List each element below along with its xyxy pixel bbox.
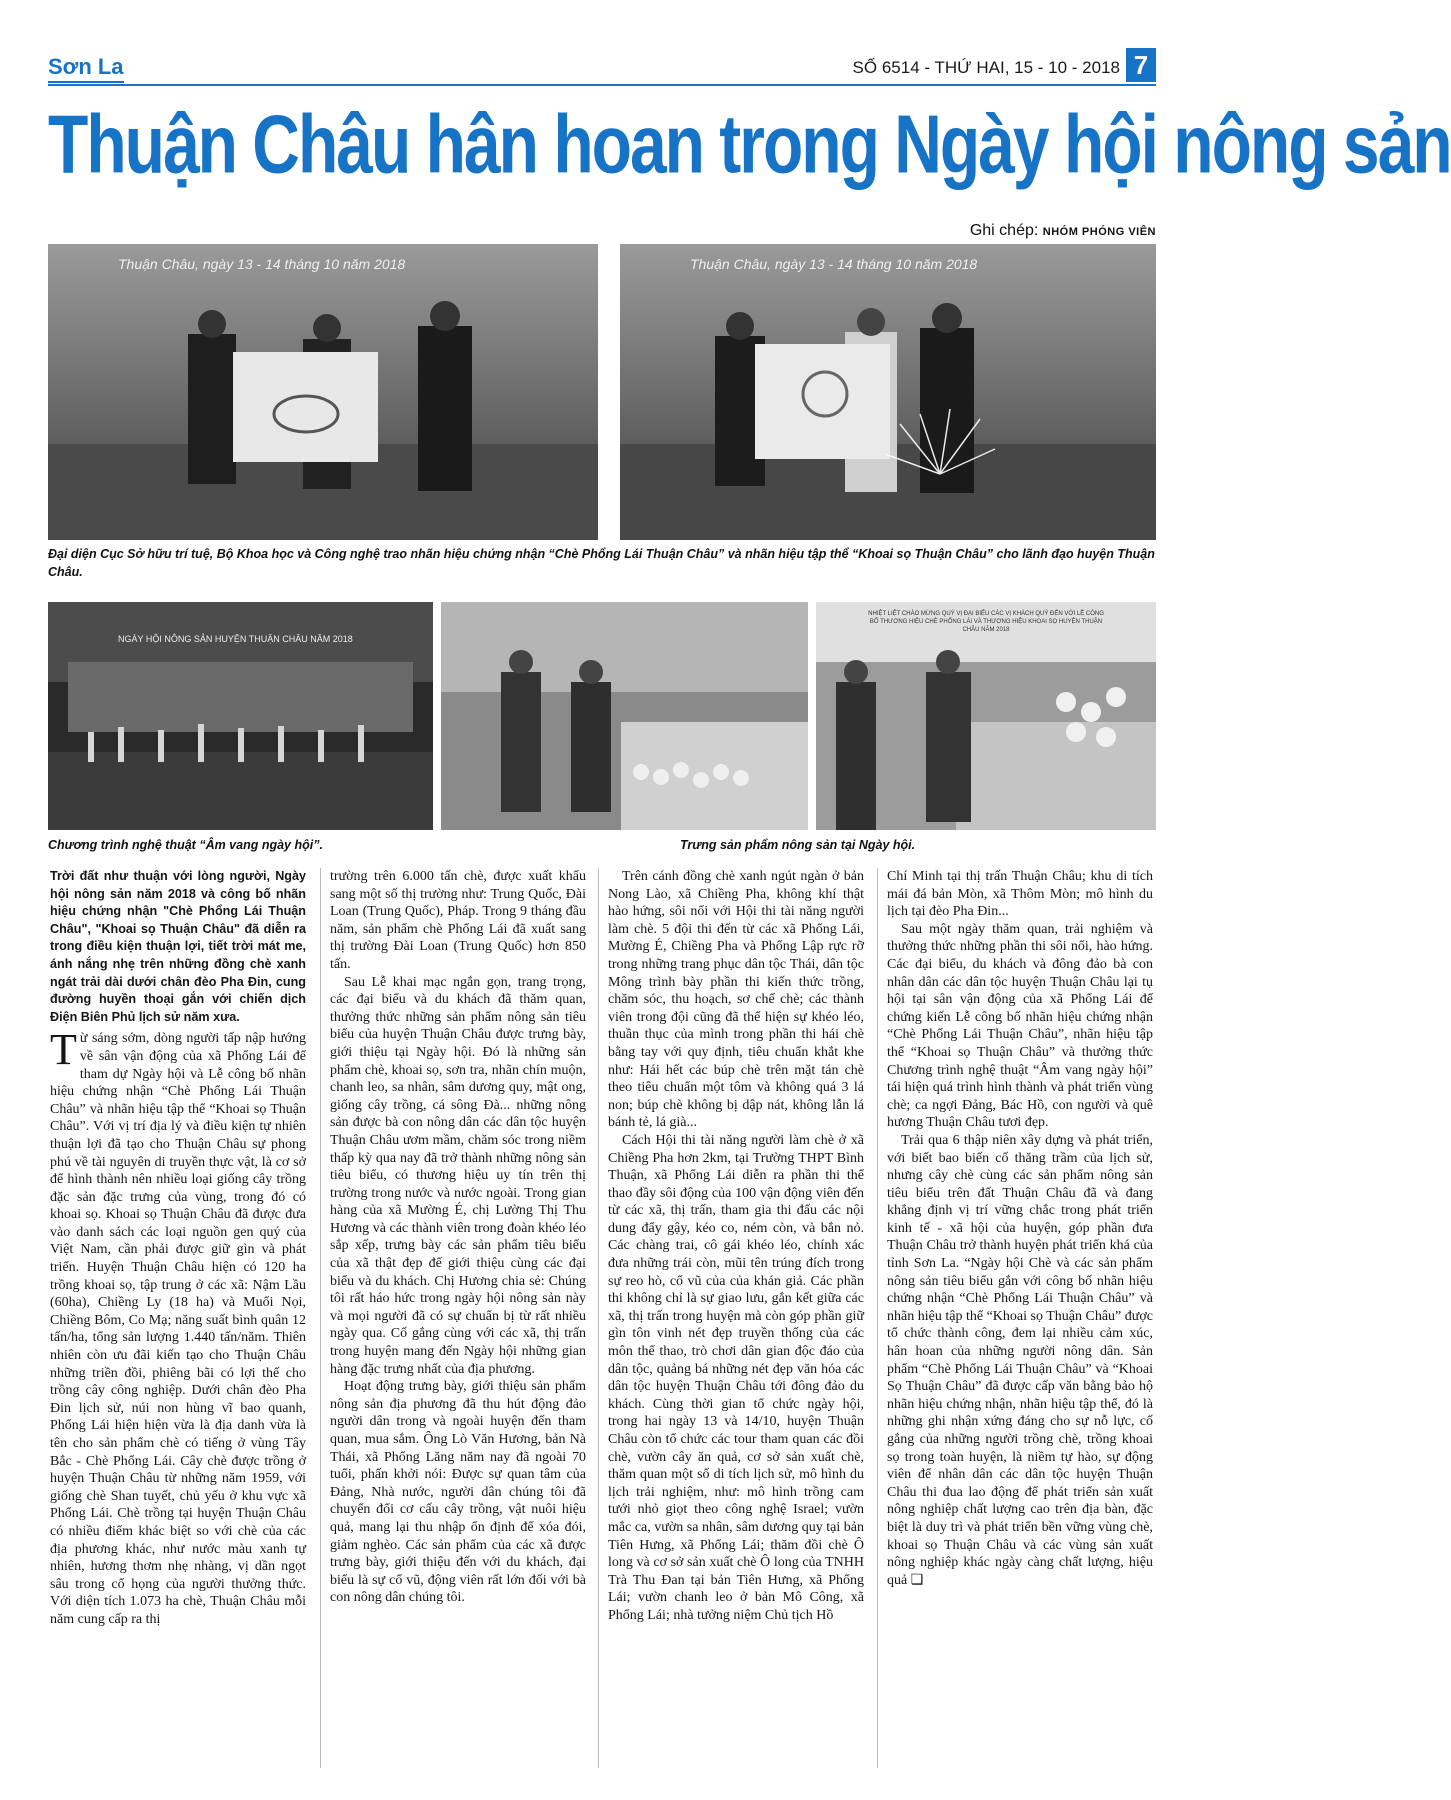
article-paragraph: Hoạt động trưng bày, giới thiệu sản phẩm nông sản địa phương đã thu hút động đảo người dân trong và ngoài huyện đến tham quan, mua sắm. Ông Lò Văn Hương, bản Nà Thái, xã Phổng Lăng năm nay đã ngoài 70 tuổi, phấn khởi nói: Được sự quan tâm của Đảng, Nhà nước, người dân chúng tôi đã chuyển đổi cơ cấu cây trồng, vật nuôi hiệu quả, mang lại thu nhập ổn định để xóa đói, giảm nghèo. Các sản phẩm của các xã được trưng bày, giới thiệu đến với du khách, đại biểu là sự cổ vũ, động viên rất lớn đối với bà con nông dân chúng tôi. [330, 1379, 586, 1606]
photo-date-overlay-2: Thuận Châu, ngày 13 - 14 tháng 10 năm 2018 [690, 256, 978, 272]
byline [970, 222, 1156, 240]
photo-award-ceremony-2 [620, 244, 1156, 540]
header-rule [48, 84, 1156, 86]
column-divider-3 [877, 868, 878, 1768]
drop-cap: T [50, 1025, 77, 1075]
article-column-3 [608, 868, 864, 1625]
caption-produce-display: Trưng sản phẩm nông sản tại Ngày hội. [680, 838, 916, 852]
page-number: 7 [1126, 48, 1156, 82]
article-column-2 [330, 868, 586, 1607]
article-lead: Trời đất như thuận với lòng người, Ngày hội nông sản năm 2018 và công bố nhãn hiệu chứng nhận "Chè Phổng Lái Thuận Châu", "Khoai sọ Thuận Châu" đã diễn ra trong điều kiện thuận lợi, tiết trời mát me, ánh nắng nhẹ trên những đồng chè xanh ngát trải dài dưới chân đèo Pha Đin, cung đường huyền thoại gắn với chiến dịch Điện Biên Phủ lịch sử năm xưa. [50, 869, 306, 1024]
caption-art-performance: Chương trình nghệ thuật “Âm vang ngày hội”. [48, 838, 323, 852]
article-paragraph: trường trên 6.000 tấn chè, được xuất khẩu sang một số thị trường như: Trung Quốc, Đài Loan (Trung Quốc), Pháp. Trong 9 tháng đầu năm, sản phẩm chè Phổng Lái đã xuất sang thị trường Đài Loan (Trung Quốc) hơn 850 tấn. [330, 869, 586, 972]
article-column-4 [887, 868, 1153, 1589]
section-label: Sơn La [48, 54, 124, 83]
caption-top: Đại diện Cục Sở hữu trí tuệ, Bộ Khoa học và Công nghệ trao nhãn hiệu chứng nhận “Chè Phổng Lái Thuận Châu” và nhãn hiệu tập thể “Khoai sọ Thuận Châu” cho lãnh đạo huyện Thuận Châu. [48, 547, 1155, 579]
column-divider-1 [320, 868, 321, 1768]
photo-award-ceremony-2-image [620, 244, 1156, 540]
article-paragraph [50, 1025, 306, 1628]
photo-product-display [816, 602, 1156, 830]
article-paragraph: Cách Hội thi tài năng người làm chè ở xã Chiềng Pha hơn 2km, tại Trường THPT Bình Thuận, xã Phổng Lái diễn ra phần thi thể thao đầy sôi động của 100 vận động viên đến từ các xã, thị trấn, tham gia thi đấu các nội dung đẩy gậy, kéo co, ném còn, và bắn nỏ. Các chàng trai, cô gái khéo léo, chính xác đưa những trái còn, mũi tên trúng đích trong sự reo hò, cổ vũ của của khán giả. Các phần thi không chỉ là sự giao lưu, gắn kết giữa các xã, thị trấn trong huyện mà còn góp phần giữ gìn tôn vinh nét đẹp truyền thống của các môn thể thao, trò chơi dân gian độc đáo của dân tộc, quảng bá những nét đẹp văn hóa các dân tộc huyện Thuận Châu tới đông đảo du khách. Cùng thời gian tổ chức ngày hội, trong hai ngày 13 và 14/10, huyện Thuận Châu còn tổ chức các tour tham quan các đồi chè, vườn cây ăn quả, cơ sở sản xuất chè, thăm quan một số di tích lịch sử, mô hình du lịch trải nghiệm, như: mô hình trồng cam tưới nhỏ giọt theo công nghệ Israel; vườn mắc ca, vườn sa nhân, sâm dương quy tại bản Tiên Hưng, xã Phổng Lái; thăm đồi chè Ô long và cơ sở sản xuất chè Ô long của TNHH Trà Thu Đan tại bản Tiên Hưng, xã Phổng Lái; vườn chanh leo ở bản Mô Công, xã Phổng Lái; nhà tưởng niệm Chủ tịch Hồ [608, 1132, 864, 1623]
booth-banner: NHIỆT LIỆT CHÀO MỪNG QUÝ VỊ ĐẠI BIỂU CÁC VỊ KHÁCH QUÝ ĐẾN VỚI LỄ CÔNG BỐ THƯƠNG HIỆU CHÈ PHỔNG LÁI VÀ THƯƠNG HIỆU KHOAI SỌ HUYỆN THUẬN CHÂU NĂM 2018 [868, 611, 1104, 633]
article-column-1 [50, 868, 306, 1629]
article-paragraph: Trải qua 6 thập niên xây dựng và phát triển, với biết bao biến cố thăng trầm của lịch sử, nhưng cây chè cùng các sản phẩm nông sản tiêu biểu trên đất Thuận Châu đã và đang khẳng định vị trí vững chắc trong phát triển kinh tế - xã hội của huyện, góp phần đưa Thuận Châu trở thành huyện phát triển khá của tỉnh Sơn La. “Ngày hội Chè và các sản phẩm nông sản tiêu biểu gắn với công bố nhãn hiệu chứng nhận “Chè Phổng Lái Thuận Châu” và nhãn hiệu tập thể “Khoai sọ Thuận Châu” được tổ chức thành công, đem lại nhiều cảm xúc, hân hoan của những người nông dân. Sản phẩm “Chè Phổng Lái Thuận Châu” và “Khoai Sọ Thuận Châu” đã được cấp văn bằng bảo hộ nhãn hiệu chứng nhận, nhãn hiệu tập thể, đó là những ghi nhận xứng đáng cho sự nỗ lực, cố gắng của những người trồng chè, trồng khoai sọ trong toàn huyện, là niềm tự hào, sự động viên để nhân dân các dân tộc huyện Thuận Châu thi đua lao động để phát triển sản xuất nông nghiệp chất lượng cao trên địa bàn, đặc biệt là duy trì và phát triển bền vững vùng chè, khoai sọ Thuận Châu và các vùng sản xuất nông nghiệp khác ngày càng chất lượng, hiệu quả ❑ [887, 1132, 1153, 1588]
photo-art-performance [48, 602, 433, 830]
photo-produce-stall [441, 602, 808, 830]
photo-award-ceremony-1 [48, 244, 598, 540]
article-paragraph: Sau một ngày thăm quan, trải nghiệm và thưởng thức những phần thi sôi nổi, hào hứng. Các đại biểu, du khách và đông đảo bà con nhân dân các dân tộc huyện Thuận Châu lại tụ hội tại sân vận động của xã Phổng Lái để chứng kiến Lễ công bố nhãn hiệu chứng nhận “Chè Phổng Lái Thuận Châu”, nhãn hiệu tập thể “Khoai sọ Thuận Châu” và thưởng thức Chương trình nghệ thuật “Âm vang ngày hội” tái hiện quá trình hình thành và phát triển vùng chè; ca ngợi Đảng, Bác Hồ, con người và quê hương Thuận Châu tươi đẹp. [887, 921, 1153, 1131]
photo-date-overlay-1: Thuận Châu, ngày 13 - 14 tháng 10 năm 2018 [118, 256, 406, 272]
photo-award-ceremony-1-image [48, 244, 598, 540]
article-text: ừ sáng sớm, dòng người tấp nập hướng về sân vận động của xã Phổng Lái để tham dự Ngày hội và Lễ công bố nhãn hiệu chứng nhận “Chè Phổng Lái Thuận Châu” và nhãn hiệu tập thể “Khoai sọ Thuận Châu”. Với vị trí địa lý và điều kiện tự nhiên thuận lợi đã tạo cho Thuận Châu sự phong phú về tài nguyên di truyền thực vật, là cơ sở để hình thành nên nhiều loại giống cây trồng đặc sản đặc trưng của vùng, trong đó có khoai sọ. Khoai sọ Thuận Châu đã được đưa vào danh sách các loại nguồn gen quý của Việt Nam, cần phải được giữ gìn và phát triển. Huyện Thuận Châu hiện có 120 ha trồng khoai sọ, tập trung ở các xã: Nậm Lầu (60ha), Chiềng Ly (18 ha) và Muổi Nọi, Chiềng Bôm, Co Mạ; năng suất bình quân 12 tấn/ha, tổng sản lượng 1.440 tấn/năm. Thiên nhiên còn ưu đãi kiến tạo cho Thuận Châu những triền đồi, phiêng bãi có lợi thế cho trồng cây công nghiệp. Dưới chân đèo Pha Đin lịch sử, núi non hùng vĩ bao quanh, Phổng Lái hiện hiện vừa là địa danh vừa là tên cho sản phẩm chè có tiếng ở vùng Tây Bắc - Chè Phổng Lái. Cây chè được trồng ở huyện Thuận Châu từ những năm 1959, với giống chè Shan tuyết, chủ yếu ở khu vực xã Phổng Lái. Chè trồng tại huyện Thuận Châu có nhiều điểm khác biệt so với chè của các địa phương khác, như nước màu xanh tự nhiên, hương thơm nhẹ nhàng, vị dần ngọt sâu trong cổ họng của người thưởng thức. Với diện tích 1.073 ha chè, Thuận Châu mỗi năm cung cấp ra thị [50, 1031, 306, 1627]
column-divider-2 [598, 868, 599, 1768]
stage-banner: NGÀY HỘI NÔNG SẢN HUYỆN THUẬN CHÂU NĂM 2018 [118, 634, 353, 644]
photo-produce-stall-image [441, 602, 808, 830]
photo-product-display-image [816, 602, 1156, 830]
byline-prefix: Ghi chép: [969, 222, 1039, 239]
issue-line: SỐ 6514 - THỨ HAI, 15 - 10 - 2018 [852, 58, 1120, 77]
article-paragraph: Chí Minh tại thị trấn Thuận Châu; khu di tích mái đá bản Mòn, xã Thôm Mòn; mô hình du lịch tại đèo Pha Đin... [887, 869, 1153, 920]
article-paragraph: Sau Lễ khai mạc ngắn gọn, trang trọng, các đại biểu và du khách đã thăm quan, thưởng thức những sản phẩm nông sản tiêu biểu của huyện Thuận Châu được trưng bày, giới thiệu tại Ngày hội. Đó là những sản phẩm chè, khoai sọ, sơn tra, nhãn chín muộn, chanh leo, sa nhân, sâm dương quy, mật ong, giống cây trồng, cá sông Đà... những nông sản được bà con nông dân các dân tộc huyện Thuận Châu ươm mầm, chăm sóc trong niềm thấp kỳ qua nay đã trở thành những nông sản tiêu biểu, có thương hiệu uy tín trên thị trường trong nước và nước ngoài. Trong gian hàng của xã Mường É, chị Lường Thị Thu Hương và các thành viên trong đoàn khéo léo sắp xếp, trưng bày các sản phẩm tiêu biểu của xã thật đẹp để giới thiệu cùng các đại biểu và du khách. Chị Hương chia sẻ: Chúng tôi rất háo hức trong ngày hội nông sản này và mọi người đã có sự chuẩn bị từ rất nhiều ngày qua. Cố gắng cùng với các xã, thị trấn trong huyện mang đến Ngày hội những gian hàng đặc trưng nhất của địa phương. [330, 974, 586, 1377]
headline: Thuận Châu hân hoan trong Ngày hội nông sản [48, 97, 1451, 190]
byline-author: NHÓM PHÓNG VIÊN [1042, 226, 1156, 238]
article-paragraph: Trên cánh đồng chè xanh ngút ngàn ở bản Nong Lào, xã Chiềng Pha, không khí thật hào hứng, sôi nổi với Hội thi tài năng người làm chè. 5 đội thi đến từ các xã Phổng Lái, Mường É, Chiềng Pha và Phổng Lập rực rỡ trong những trang phục dân tộc Thái, dân tộc Mông trình bày phần thi kiến thức trồng, chăm sóc, thu hoạch, sơ chế chè; các thành viên trong đội cũng đã thể hiện sự khéo léo, thuần thục của mình trong phần thi hái chè bằng tay với quy định, tiêu chuẩn khắt khe như: Hái hết các búp chè trên mặt tán chè theo tiêu chuẩn một tôm và không quá 3 lá non; búp chè không bị dập nát, không lẫn lá bánh tẻ, lá già... [608, 869, 864, 1131]
